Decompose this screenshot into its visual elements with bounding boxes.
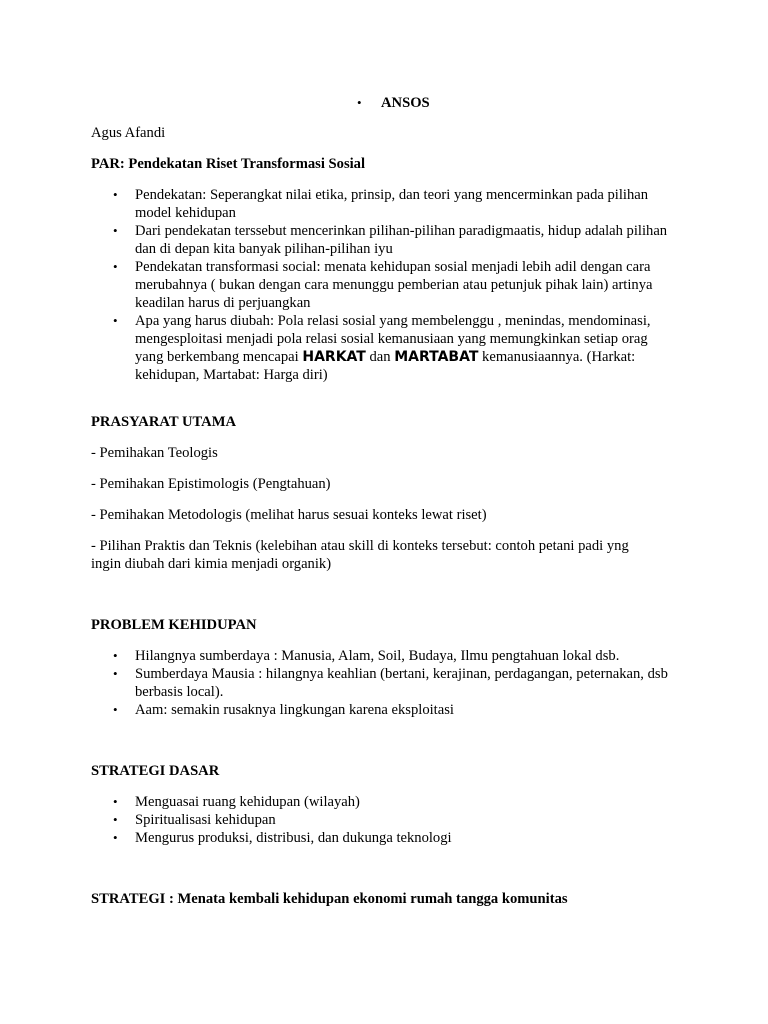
- bullet-icon: •: [113, 666, 118, 681]
- bullet-icon: •: [113, 830, 118, 845]
- list-item: • Pendekatan: Seperangkat nilai etika, prinsip, dan teori yang mencerminkan pada pilihan model kehidupan: [113, 187, 649, 221]
- bold-martabat: MARTABAT: [394, 349, 479, 365]
- bold-harkat: HARKAT: [302, 349, 366, 365]
- prasyarat-heading: PRASYARAT UTAMA: [91, 414, 237, 430]
- prasyarat-item: - Pilihan Praktis dan Teknis (kelebihan atau skill di konteks tersebut: contoh petani padi yng ingin diubah dari kimia menjadi organik): [91, 538, 629, 572]
- list-item: • Sumberdaya Mausia : hilangnya keahlian (bertani, kerajinan, perdagangan, peternakan, dsb berbasis local).: [113, 666, 668, 700]
- bullet-icon: •: [113, 794, 118, 809]
- bullet-icon: •: [113, 259, 118, 274]
- list-item: • Apa yang harus diubah: Pola relasi sosial yang membelenggu , menindas, mendominasi, mengesploitasi menjadi pola relasi sosial kemanusiaan yang memungkinkan setiap orag yang berkembang mencapai HARKAT dan MARTABAT kemanusiaannya. (Harkat: kehidupan, Martabat: Harga diri): [113, 313, 651, 383]
- bullet-icon: •: [113, 702, 118, 717]
- list-item: • Mengurus produksi, distribusi, dan dukunga teknologi: [113, 830, 452, 846]
- list-item: • Menguasai ruang kehidupan (wilayah): [113, 794, 360, 810]
- bullet-icon: •: [113, 223, 118, 238]
- list-item: • Hilangnya sumberdaya : Manusia, Alam, Soil, Budaya, Ilmu pengtahuan lokal dsb.: [113, 648, 620, 664]
- bullet-icon: •: [113, 313, 118, 328]
- bullet4-text-before: Apa yang harus diubah: Pola relasi sosial yang membelenggu , menindas, mendominasi, mengesploitasi menjadi pola relasi sosial kemanusiaan yang memungkinkan setiap orag yang berkembang mencapai: [135, 313, 651, 365]
- strategi-dasar-heading: STRATEGI DASAR: [91, 763, 220, 779]
- bullet-icon: •: [113, 648, 118, 663]
- par-heading: PAR: Pendekatan Riset Transformasi Sosial: [91, 156, 366, 172]
- list-item: • Aam: semakin rusaknya lingkungan karena eksploitasi: [113, 702, 454, 718]
- strategi-dasar-bullet-list: [91, 793, 678, 847]
- bullet-icon: •: [113, 187, 118, 202]
- strategi-final-heading: STRATEGI : Menata kembali kehidupan ekonomi rumah tangga komunitas: [91, 891, 568, 907]
- problem-bullet-list: [91, 647, 670, 719]
- prasyarat-item: - Pemihakan Epistimologis (Pengtahuan): [91, 476, 331, 492]
- list-item: • Dari pendekatan terssebut mencerinkan pilihan-pilihan paradigmaatis, hidup adalah pilihan dan di depan kita banyak pilihan-pilihan iyu: [113, 223, 668, 257]
- list-item: • Spiritualisasi kehidupan: [113, 812, 276, 828]
- bullet-icon: •: [357, 95, 362, 110]
- document-title: ANSOS: [381, 95, 430, 111]
- prasyarat-item: - Pemihakan Teologis: [91, 445, 218, 461]
- list-item: • Pendekatan transformasi social: menata kehidupan sosial menjadi lebih adil dengan cara merubahnya ( bukan dengan cara menunggu pemberian atau petunjuk pihak lain) artinya keadilan harus di perjuangkan: [113, 259, 653, 311]
- par-bullet-list: [91, 186, 673, 384]
- problem-heading: PROBLEM KEHIDUPAN: [91, 617, 257, 633]
- bullet-icon: •: [113, 812, 118, 827]
- author-line: Agus Afandi: [91, 125, 166, 141]
- prasyarat-item: - Pemihakan Metodologis (melihat harus sesuai konteks lewat riset): [91, 507, 487, 523]
- bullet4-text-after: kemanusiaannya. (Harkat: kehidupan, Martabat: Harga diri): [135, 349, 636, 383]
